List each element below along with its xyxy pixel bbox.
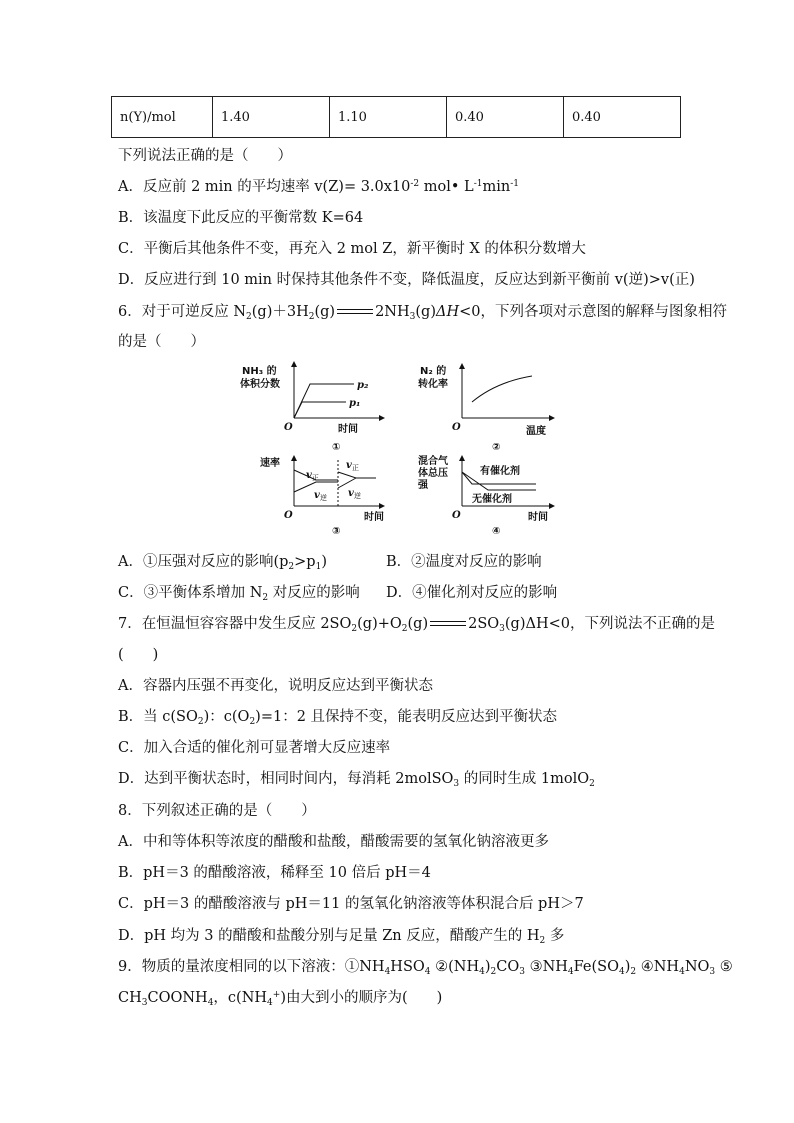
q7-option-d: D．达到平衡状态时，相同时间内，每消耗 2molSO$_3$ 的同时生成 1molO$_2$ (118, 771, 595, 789)
q8-stem: 8．下列叙述正确的是（ ） (118, 803, 316, 819)
table-cell: 0.40 (447, 97, 564, 138)
q7-option-a: A．容器内压强不再变化，说明反应达到平衡状态 (118, 678, 433, 694)
graph-1-p2-label: p₂ (357, 380, 369, 391)
graph-3-v-forward: v (306, 470, 312, 481)
q5-stem: 下列说法正确的是（ ） (118, 148, 292, 164)
graph-3-number: ③ (332, 526, 341, 537)
graph-1-xlabel: 时间 (338, 424, 358, 435)
graph-1 (240, 362, 384, 453)
graph-2-origin: O (452, 422, 461, 433)
graph-3-ylabel: 速率 (260, 458, 280, 469)
q9-stem: 9．物质的量浓度相同的以下溶液：$①NH_4HSO_4$ $②(NH_4)_2CO_3$ $③NH_4Fe(SO_4)_2$ $④NH_4NO_3$ ⑤ (118, 959, 733, 977)
graph-3 (260, 456, 384, 537)
graph-1-p1-label: p₁ (349, 398, 361, 409)
q7-stem-line2: ( ) (118, 647, 159, 663)
graph-3-xlabel: 时间 (364, 512, 384, 523)
graph-3-sub-forward: 正 (312, 474, 319, 482)
q7-option-c: C．加入合适的催化剂可显著增大反应速率 (118, 740, 391, 756)
table-cell: 0.40 (564, 97, 681, 138)
q5-option-b: B．该温度下此反应的平衡常数 K=64 (118, 210, 364, 226)
graph-1-line-p2 (294, 384, 354, 418)
q6-option-c: C．③平衡体系增加 $N_2$ 对反应的影响 (118, 585, 360, 603)
table-cell-label: n(Y)/mol (112, 97, 213, 138)
equilibrium-arrow-icon (337, 307, 373, 317)
q6-stem: 6．对于可逆反应 $N_2(g)+3H_2(g)$ $2NH_3(g)\Delta H<0$，下列各项对示意图的解释与图象相符 (118, 304, 727, 322)
table-row (112, 97, 681, 138)
graph-3-v-reverse: v (314, 490, 320, 501)
graph-3-line-forward-2 (338, 472, 376, 478)
graph-1-ylabel: 体积分数 (240, 379, 280, 390)
graph-2 (418, 364, 554, 453)
q8-option-c: C．pH＝3 的醋酸溶液与 pH＝11 的氢氧化钠溶液等体积混合后 pH＞7 (118, 896, 584, 912)
q5-option-c: C．平衡后其他条件不变，再充入 2 mol Z，新平衡时 X 的体积分数增大 (118, 241, 586, 257)
q6-figure (236, 360, 566, 540)
graph-4-origin: O (452, 510, 461, 521)
graph-4-xlabel: 时间 (528, 512, 548, 523)
graph-1-number: ① (332, 442, 341, 453)
graph-4-ylabel: 体总压 (418, 468, 448, 479)
q5-option-a: A．反应前 2 min 的平均速率 $v(Z)= 3.0x10^{-2}$ mol• $L^{-1}\min^{-1}$ (118, 179, 519, 195)
q7-stem: 7．在恒温恒容容器中发生反应 $2SO_2(g)+O_2(g)$ $2SO_3(g)\Delta H<0$，下列说法不正确的是 (118, 616, 715, 634)
graph-3-origin: O (284, 510, 293, 521)
graph-1-origin: O (284, 422, 293, 433)
q9-stem-line2: $CH_3COONH_4$，$c(NH_4^+)$由大到小的顺序为( ) (118, 990, 443, 1008)
q6-stem-line2: 的是（ ） (118, 334, 205, 350)
q6-option-a: A．①压强对反应的影响$(p_2>p_1)$ (118, 554, 327, 572)
graph-4-number: ④ (492, 526, 501, 537)
q8-option-a: A．中和等体积等浓度的醋酸和盐酸，醋酸需要的氢氧化钠溶液更多 (118, 834, 549, 850)
graph-2-ylabel: N₂ 的 (420, 366, 447, 377)
graph-4-no-catalyst-label: 无催化剂 (472, 494, 512, 505)
graph-3-v-reverse-2: v (348, 488, 354, 499)
q5-option-d: D．反应进行到 10 min 时保持其他条件不变，降低温度，反应达到新平衡前 v(逆)>v(正) (118, 272, 695, 288)
graph-2-number: ② (492, 442, 501, 453)
graph-1-line-p1 (294, 402, 346, 418)
q6-option-d: D．④催化剂对反应的影响 (386, 585, 558, 601)
graph-4 (417, 454, 554, 537)
graph-3-sub-forward-2: 正 (352, 464, 359, 472)
graph-3-sub-reverse: 逆 (320, 494, 327, 502)
q8-option-b: B．pH＝3 的醋酸溶液，稀释至 10 倍后 pH＝4 (118, 865, 431, 881)
graph-2-xlabel: 温度 (526, 426, 546, 437)
graph-4-catalyst-label: 有催化剂 (480, 466, 520, 477)
graph-1-ylabel: NH₃ 的 (242, 366, 277, 377)
table-cell: 1.40 (213, 97, 330, 138)
graph-3-line-reverse-2 (338, 478, 356, 488)
graph-2-ylabel: 转化率 (418, 379, 448, 390)
graph-2-curve (472, 376, 532, 402)
equilibrium-arrow-icon (430, 619, 466, 629)
graph-4-ylabel: 混合气 (418, 456, 448, 467)
q8-option-d: D．pH 均为 3 的醋酸和盐酸分别与足量 Zn 反应，醋酸产生的 $H_2$ 多 (118, 928, 565, 946)
graph-4-ylabel: 强 (418, 480, 428, 491)
data-table (111, 96, 681, 138)
q7-option-b: B．当 $c(SO_2)$：$c(O_2)=1$：2 且保持不变，能表明反应达到平衡状态 (118, 709, 558, 727)
table-cell: 1.10 (330, 97, 447, 138)
q6-option-b: B．②温度对反应的影响 (386, 554, 542, 570)
graph-3-v-forward-2: v (346, 460, 352, 471)
q6-graphs (236, 360, 566, 540)
graph-3-sub-reverse-2: 逆 (354, 492, 361, 500)
